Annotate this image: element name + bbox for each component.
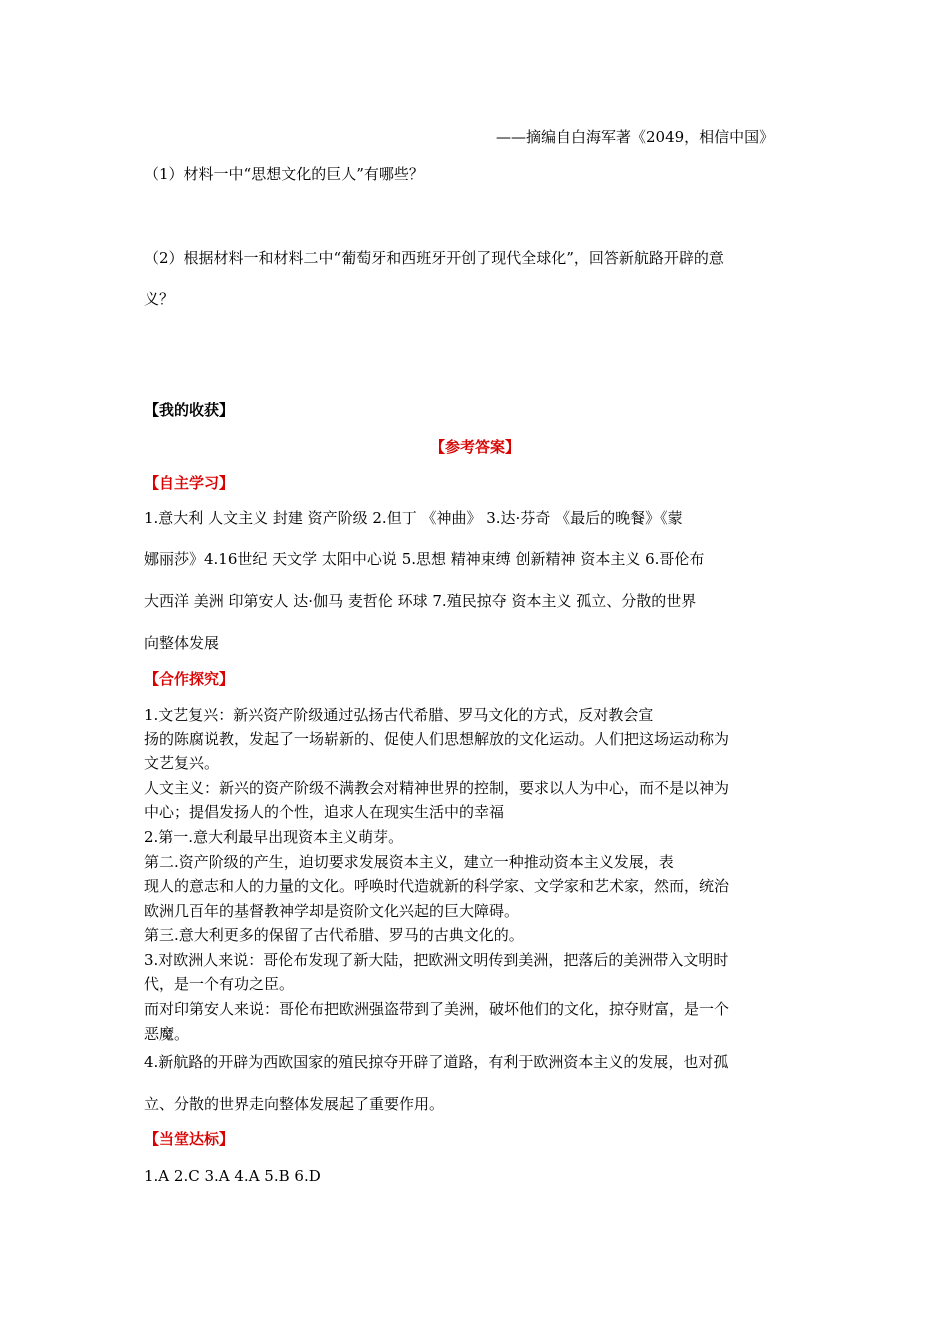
self-study-line: 向整体发展 <box>144 634 220 652</box>
cooperation-line: 2.第一.意大利最早出现资本主义萌芽。 <box>144 828 404 846</box>
cooperation-line: 恶魔。 <box>144 1025 190 1043</box>
cooperation-line: 现人的意志和人的力量的文化。呼唤时代造就新的科学家、文学家和艺术家，然而，统治 <box>144 877 730 895</box>
cooperation-line: 4.新航路的开辟为西欧国家的殖民掠夺开辟了道路，有利于欧洲资本主义的发展，也对孤 <box>144 1053 729 1071</box>
cooperation-line: 扬的陈腐说教，发起了一场崭新的、促使人们思想解放的文化运动。人们把这场运动称为 <box>144 730 730 748</box>
cooperation-line: 人文主义：新兴的资产阶级不满教会对精神世界的控制，要求以人为中心，而不是以神为 <box>144 779 730 797</box>
cooperation-heading: 【合作探究】 <box>144 670 235 688</box>
cooperation-line: 欧洲几百年的基督教神学却是资阶文化兴起的巨大障碍。 <box>144 902 520 920</box>
question-1: （1）材料一中“思想文化的巨人”有哪些？ <box>144 165 424 183</box>
class-target-answers: 1.A 2.C 3.A 4.A 5.B 6.D <box>144 1167 321 1185</box>
cooperation-line: 1.文艺复兴：新兴资产阶级通过弘扬古代希腊、罗马文化的方式，反对教会宣 <box>144 706 654 724</box>
harvest-heading: 【我的收获】 <box>144 401 235 419</box>
self-study-line: 1.意大利 人文主义 封建 资产阶级 2.但丁 《神曲》 3.达·芬奇 《最后的晚餐》《蒙 <box>144 509 683 527</box>
question-2-line-1: （2）根据材料一和材料二中“葡萄牙和西班牙开创了现代全球化”，回答新航路开辟的意 <box>144 249 724 267</box>
question-2-line-2: 义？ <box>144 290 175 308</box>
cooperation-line: 代，是一个有功之臣。 <box>144 975 295 993</box>
cooperation-line: 中心；提倡发扬人的个性，追求人在现实生活中的幸福 <box>144 803 505 821</box>
cooperation-line: 立、分散的世界走向整体发展起了重要作用。 <box>144 1095 445 1113</box>
self-study-heading: 【自主学习】 <box>144 474 235 492</box>
quote-source: ——摘编自白海军著《2049，相信中国》 <box>496 128 775 146</box>
cooperation-line: 文艺复兴。 <box>144 754 220 772</box>
cooperation-line: 第二.资产阶级的产生，迫切要求发展资本主义，建立一种推动资本主义发展，表 <box>144 853 674 871</box>
answers-heading: 【参考答案】 <box>429 438 520 456</box>
self-study-line: 娜丽莎》4.16世纪 天文学 太阳中心说 5.思想 精神束缚 创新精神 资本主义 6.哥伦布 <box>144 550 705 568</box>
cooperation-line: 而对印第安人来说：哥伦布把欧洲强盗带到了美洲，破坏他们的文化，掠夺财富，是一个 <box>144 1000 730 1018</box>
class-target-heading: 【当堂达标】 <box>144 1130 235 1148</box>
cooperation-line: 3.对欧洲人来说：哥伦布发现了新大陆，把欧洲文明传到美洲，把落后的美洲带入文明时 <box>144 951 729 969</box>
self-study-line: 大西洋 美洲 印第安人 达·伽马 麦哲伦 环球 7.殖民掠夺 资本主义 孤立、分散的世界 <box>144 592 697 610</box>
cooperation-line: 第三.意大利更多的保留了古代希腊、罗马的古典文化的。 <box>144 926 524 944</box>
